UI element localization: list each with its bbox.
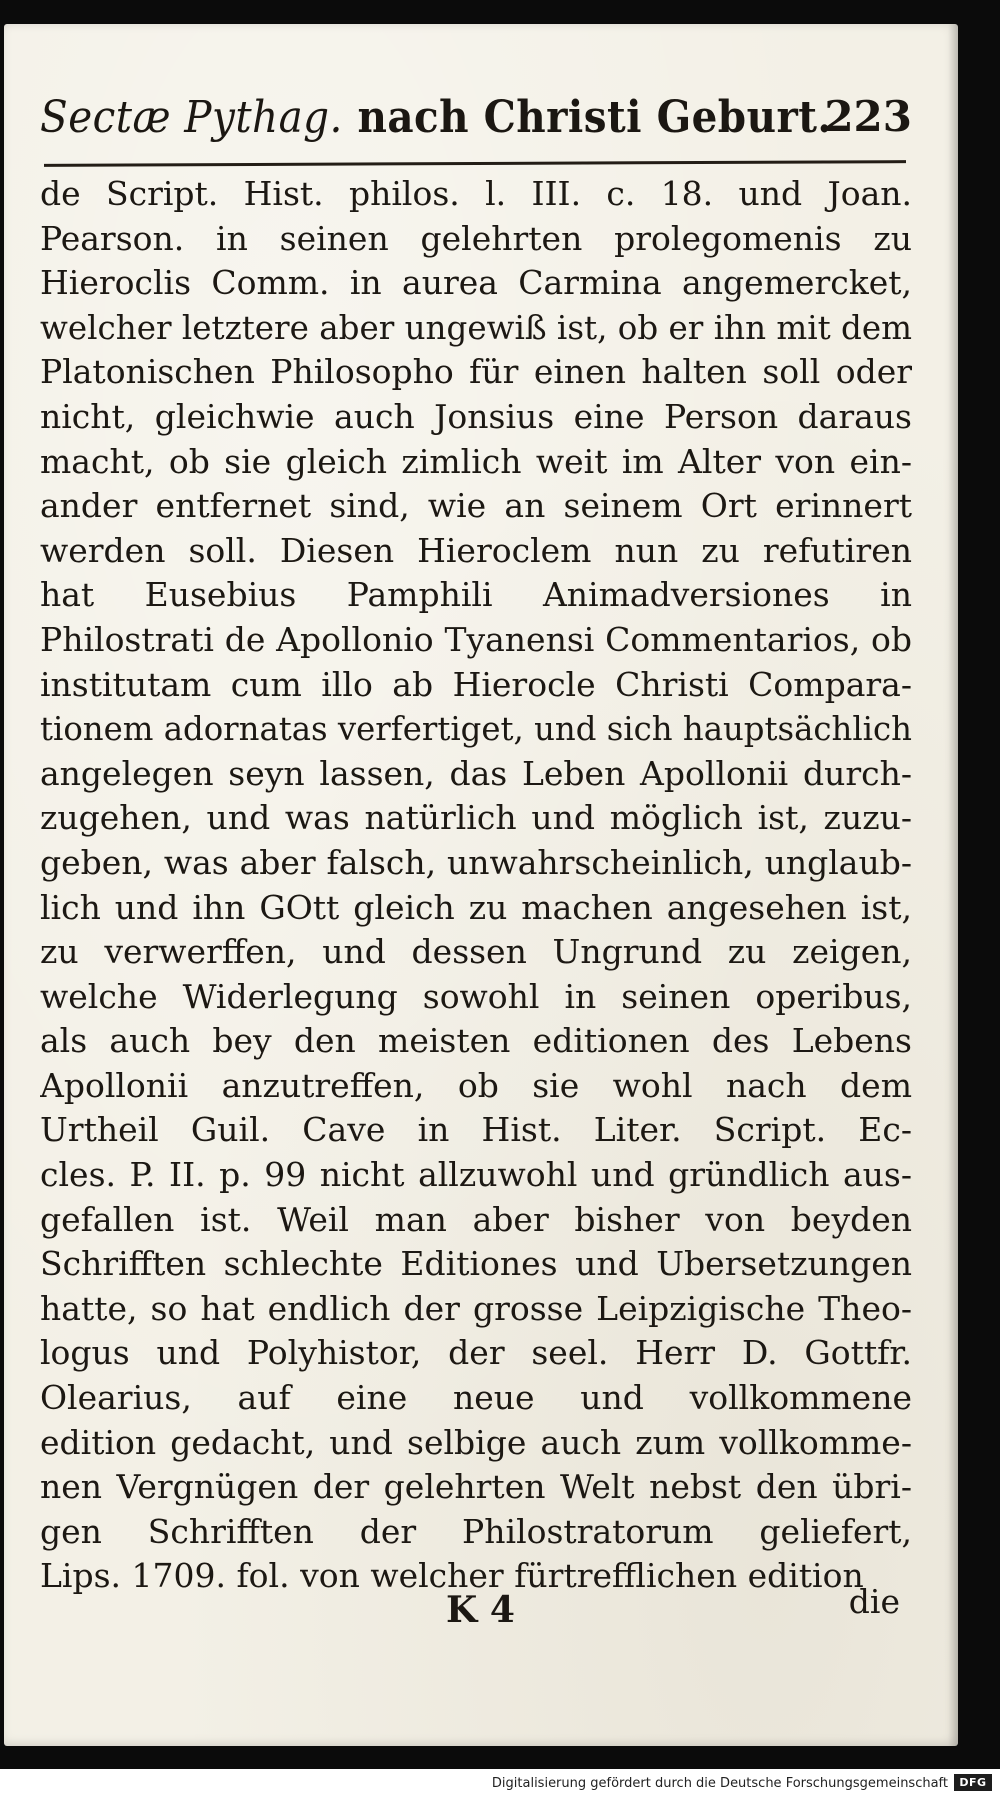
running-head-title-part1: Sectæ Pythag. bbox=[40, 92, 343, 143]
text-line: geben, was aber falsch, unwahrscheinlich, unglaub- bbox=[40, 842, 912, 882]
text-line: Schrifften schlechte Editiones und Ubersetzungen bbox=[40, 1244, 912, 1284]
text-line: hat Eusebius Pamphili Animadversiones in bbox=[40, 575, 912, 615]
text-line: de Script. Hist. philos. l. III. c. 18. und Joan. bbox=[40, 174, 912, 213]
text-line: Lips. 1709. fol. von welcher fürtrefflichen edition bbox=[40, 1556, 864, 1596]
text-line: zugehen, und was natürlich und möglich ist, zuzu- bbox=[40, 798, 912, 838]
text-line: nen Vergnügen der gelehrten Welt nebst den übri- bbox=[40, 1467, 912, 1507]
text-line: Hieroclis Comm. in aurea Carmina angemercket, bbox=[40, 263, 912, 303]
page-number: 223 bbox=[824, 92, 912, 141]
running-head bbox=[40, 82, 912, 152]
running-head-title-part2: nach Christi Geburt. bbox=[357, 92, 832, 143]
footer-strip bbox=[0, 1769, 1000, 1795]
catchword: die bbox=[848, 1582, 900, 1621]
text-line: welche Widerlegung sowohl in seinen operibus, bbox=[40, 976, 912, 1016]
text-line: zu verwerffen, und dessen Ungrund zu zeigen, bbox=[40, 932, 912, 972]
header-rule bbox=[44, 160, 906, 167]
running-head-title bbox=[40, 92, 832, 143]
text-line: Olearius, auf eine neue und vollkommene bbox=[40, 1378, 912, 1418]
text-line: logus und Polyhistor, der seel. Herr D. Gottfr. bbox=[40, 1333, 912, 1373]
text-line: Philostrati de Apollonio Tyanensi Commentarios, ob bbox=[40, 619, 912, 659]
text-line: als auch bey den meisten editionen des Lebens bbox=[40, 1021, 912, 1061]
text-line: macht, ob sie gleich zimlich weit im Alter von ein- bbox=[40, 441, 912, 481]
text-line: gefallen ist. Weil man aber bisher von beyden bbox=[40, 1199, 912, 1239]
text-line: lich und ihn GOtt gleich zu machen angesehen ist, bbox=[40, 887, 912, 927]
dfg-logo: DFG bbox=[954, 1774, 992, 1791]
signature-mark: K 4 bbox=[446, 1589, 515, 1631]
text-line: Urtheil Guil. Cave in Hist. Liter. Script. Ec- bbox=[40, 1110, 912, 1150]
text-line: tionem adornatas verfertiget, und sich hauptsächlich bbox=[40, 709, 912, 749]
text-line: Apollonii anzutreffen, ob sie wohl nach dem bbox=[40, 1065, 912, 1105]
text-line: ander entfernet sind, wie an seinem Ort erinnert bbox=[40, 486, 912, 526]
text-line: angelegen seyn lassen, das Leben Apollonii durch- bbox=[40, 753, 912, 793]
text-line: cles. P. II. p. 99 nicht allzuwohl und gründlich aus- bbox=[40, 1155, 912, 1195]
text-line: Platonischen Philosopho für einen halten soll oder bbox=[40, 352, 912, 392]
body-text bbox=[40, 172, 912, 1599]
text-line: gen Schrifften der Philostratorum geliefert, bbox=[40, 1511, 912, 1551]
text-line: werden soll. Diesen Hieroclem nun zu refutiren bbox=[40, 530, 912, 570]
text-line: institutam cum illo ab Hierocle Christi Compara- bbox=[40, 664, 912, 704]
text-line: Pearson. in seinen gelehrten prolegomenis zu bbox=[40, 218, 912, 258]
text-line: welcher letztere aber ungewiß ist, ob er ihn mit dem bbox=[40, 307, 912, 347]
text-line: edition gedacht, und selbige auch zum vollkomme- bbox=[40, 1422, 912, 1462]
funding-credit: Digitalisierung gefördert durch die Deutsche Forschungsgemeinschaft bbox=[491, 1776, 948, 1791]
text-line: nicht, gleichwie auch Jonsius eine Person daraus bbox=[40, 396, 912, 436]
text-line: hatte, so hat endlich der grosse Leipzigische Theo- bbox=[40, 1288, 912, 1328]
book-page bbox=[4, 24, 958, 1746]
page-edge-shadow bbox=[948, 24, 958, 1746]
